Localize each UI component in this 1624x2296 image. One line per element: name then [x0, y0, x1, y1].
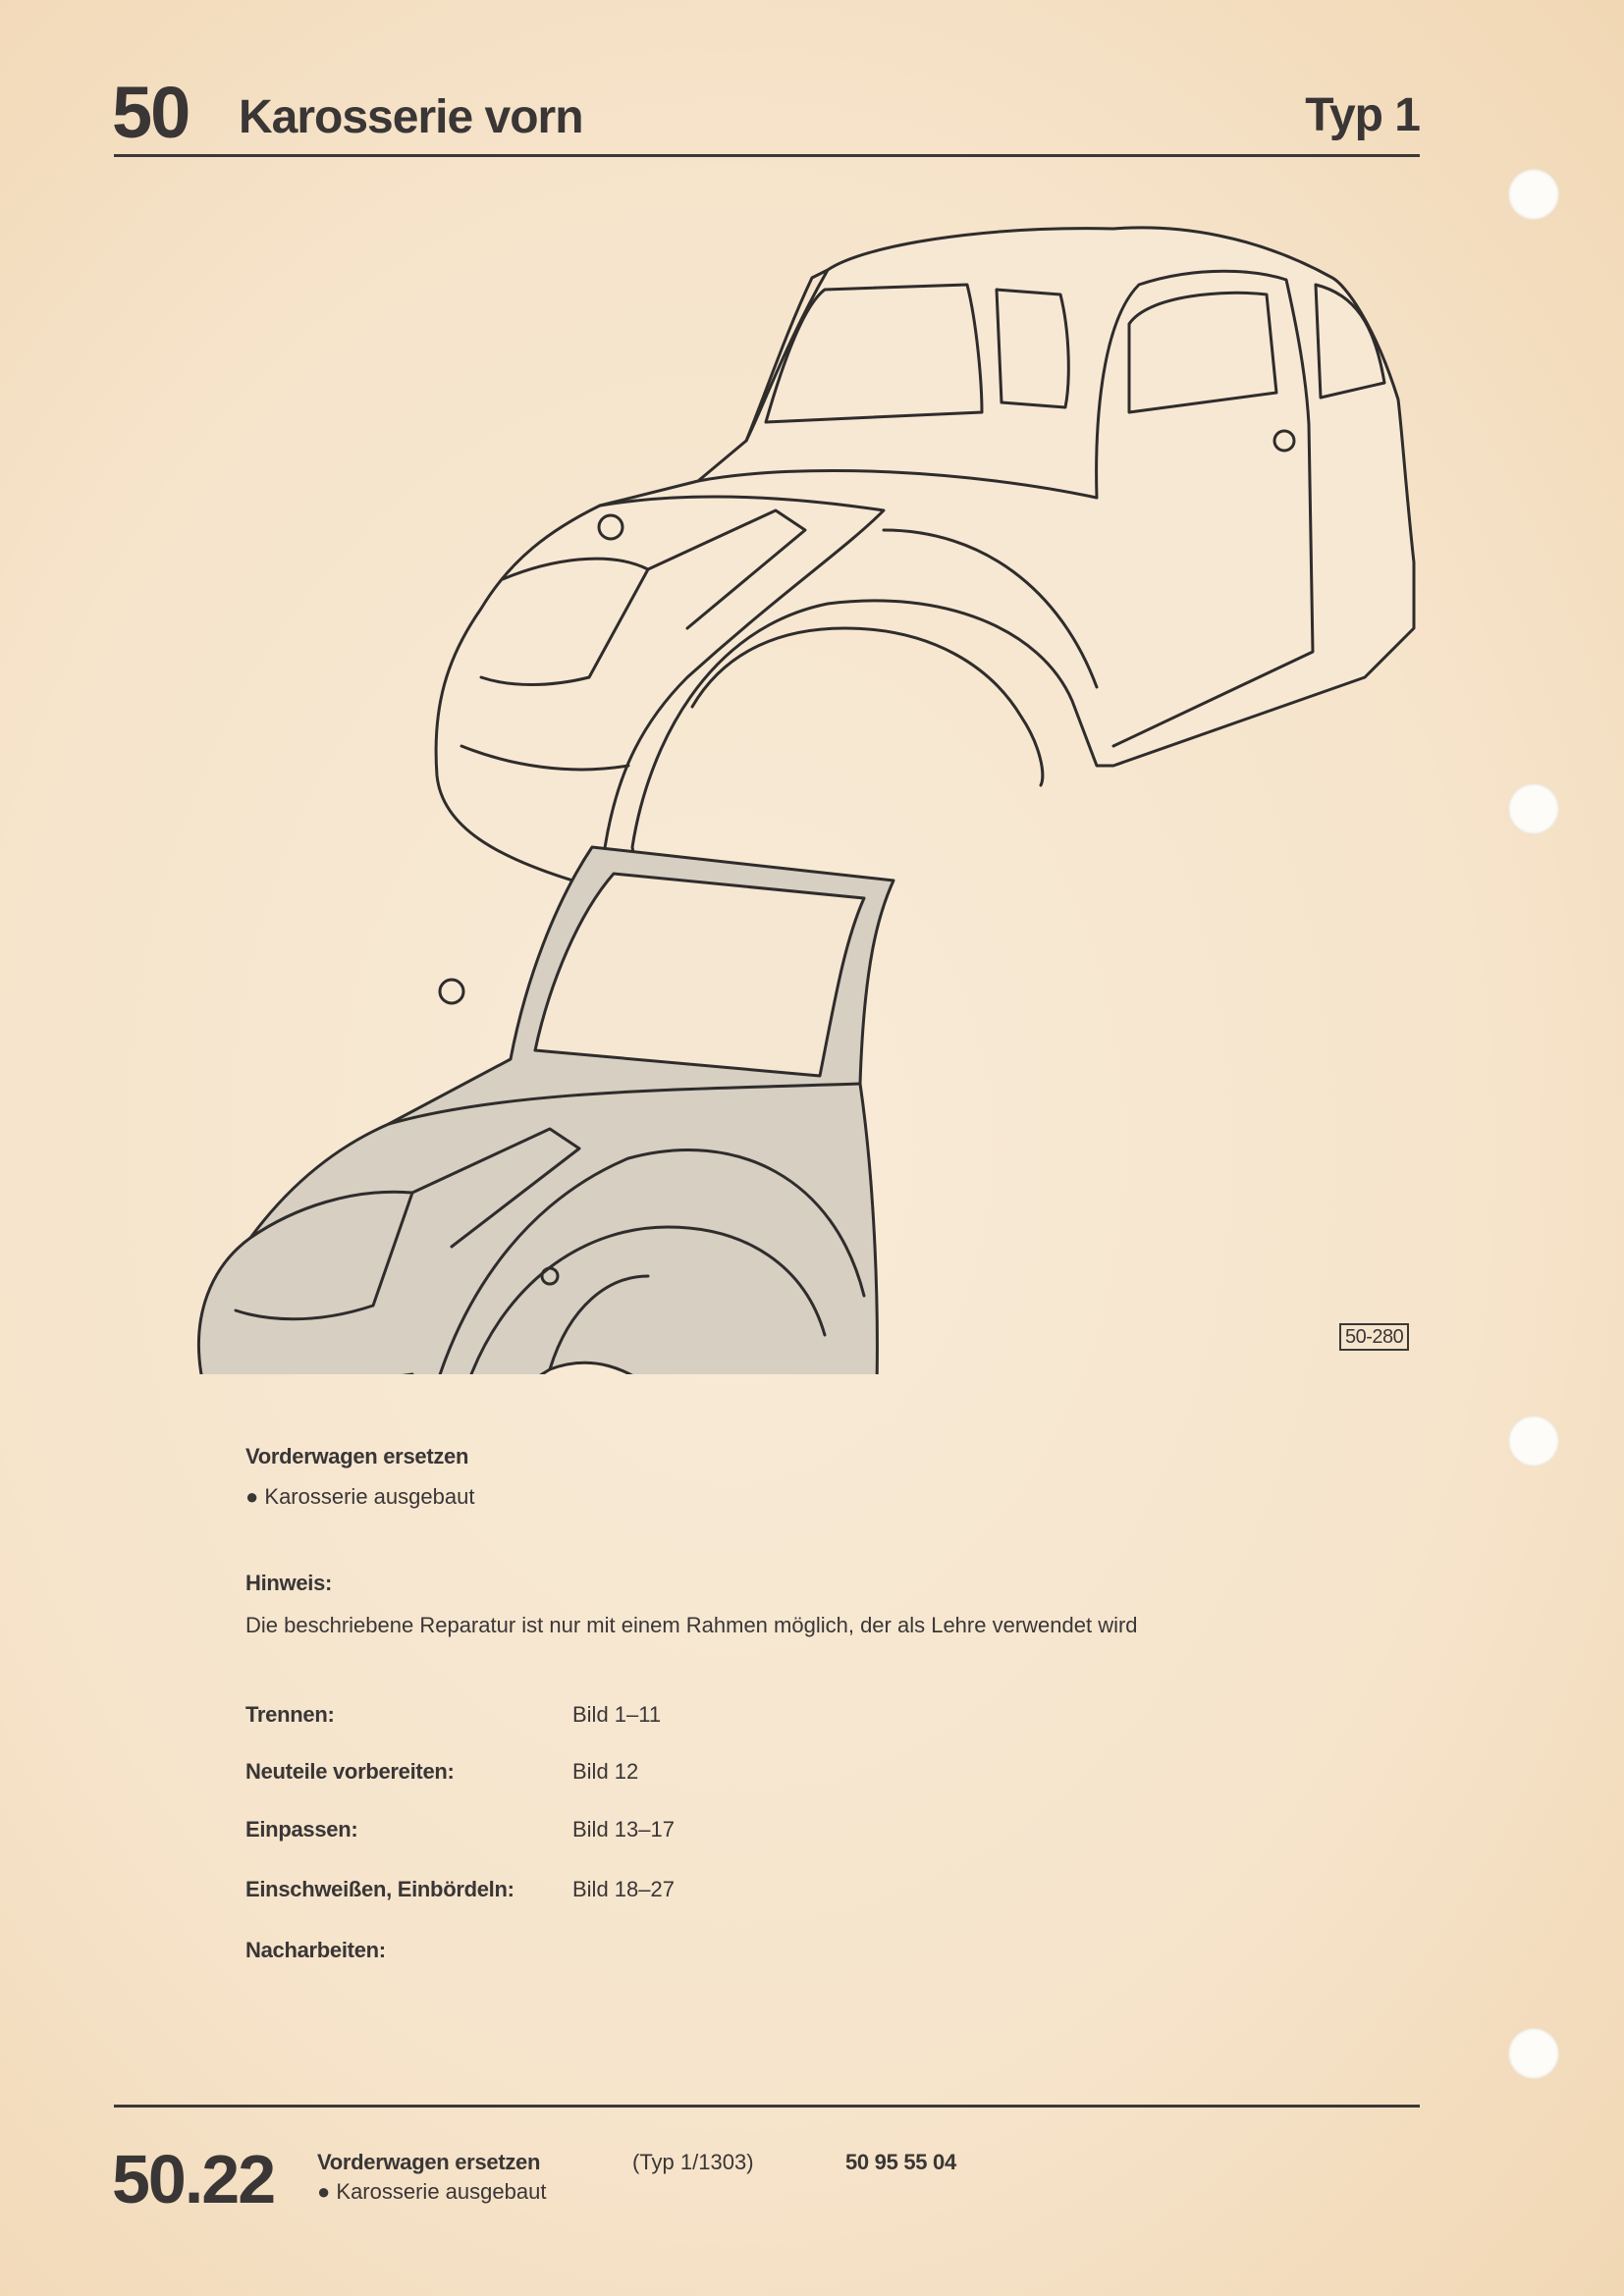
punch-hole	[1508, 1415, 1559, 1467]
step-value: Bild 18–27	[572, 1877, 675, 1901]
complete-body-drawing	[436, 228, 1414, 888]
step-label: Neuteile vorbereiten:	[245, 1759, 455, 1784]
step-value: Bild 1–11	[572, 1702, 662, 1727]
procedure-title: Vorderwagen ersetzen	[245, 1444, 469, 1468]
footer-model: (Typ 1/1303)	[632, 2150, 754, 2174]
figure-label: 50-280	[1339, 1323, 1409, 1351]
step-value: Bild 12	[572, 1759, 639, 1784]
footer-condition: ● Karosserie ausgebaut	[317, 2179, 547, 2204]
vehicle-type: Typ 1	[1305, 89, 1420, 141]
note-text: Die beschriebene Reparatur ist nur mit einem Rahmen möglich, der als Lehre verwendet wird	[245, 1613, 1138, 1637]
section-number: 50	[112, 72, 189, 153]
step-value: Bild 13–17	[572, 1817, 675, 1842]
note-label: Hinweis:	[245, 1571, 333, 1595]
footer-title: Vorderwagen ersetzen	[317, 2150, 541, 2174]
punch-hole	[1508, 2028, 1559, 2079]
section-title: Karosserie vorn	[239, 91, 583, 143]
procedure-condition: ● Karosserie ausgebaut	[245, 1484, 475, 1509]
footer-doc-number: 50 95 55 04	[845, 2150, 956, 2174]
footer-rule	[114, 2105, 1420, 2108]
front-section-drawing	[198, 847, 893, 1374]
step-label: Trennen:	[245, 1702, 335, 1727]
page-number: 50.22	[112, 2141, 275, 2217]
step-label: Einpassen:	[245, 1817, 358, 1842]
step-label: Einschweißen, Einbördeln:	[245, 1877, 514, 1901]
step-label: Nacharbeiten:	[245, 1938, 386, 1962]
